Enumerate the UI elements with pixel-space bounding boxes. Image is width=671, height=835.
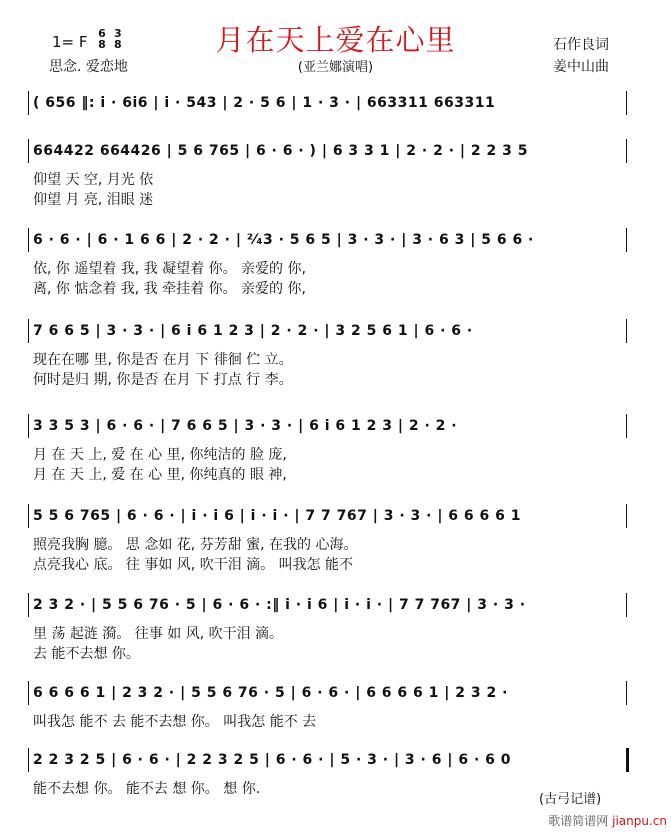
notation-row: 7 6 6 5 | 3 · 3 · | 6 i 6 1 2 3 | 2 · 2 · | 3 2 5 6 1 | 6 · 6 · xyxy=(33,323,473,339)
notation-row: 5 5 6 765 | 6 · 6 · | i · i 6 | i · i · | 7 7 767 | 3 · 3 · | 6 6 6 6 1 xyxy=(33,508,522,524)
lyric-line: 里 荡 起涟 漪。 往事 如 风, 吹干泪 滴。 xyxy=(33,626,284,642)
barline xyxy=(626,139,627,163)
notation-row: 6 · 6 · | 6 · 1 6 6 | 2 · 2 · | ²⁄₄3 · 5 6 5 | 3 · 3 · | 3 · 6 3 | 5 6 6 · xyxy=(33,232,534,248)
barline xyxy=(626,748,629,772)
lyricist-credit: 石作良词 xyxy=(553,37,609,53)
barline xyxy=(28,414,29,438)
barline xyxy=(626,504,627,528)
time-signature: 6 8 3 8 xyxy=(98,27,122,51)
lyric-line: 现在在哪 里, 你是否 在月 下 徘徊 伫 立。 xyxy=(33,352,293,368)
barline xyxy=(626,593,627,617)
lyric-line: 照亮我胸 臆。 思 念如 花, 芬芳甜 蜜, 在我的 心海。 xyxy=(33,537,358,553)
notation-row: 664422 664426 | 5 6 765 | 6 · 6 · ) | 6 3 3 1 | 2 · 2 · | 2 2 3 5 xyxy=(33,143,528,159)
barline xyxy=(28,681,29,705)
barline xyxy=(626,91,627,115)
barline xyxy=(28,593,29,617)
barline xyxy=(28,91,29,115)
lyric-line: 叫我怎 能不 去 能不去想 你。 叫我怎 能不 去 xyxy=(33,714,317,730)
barline xyxy=(626,414,627,438)
lyric-line: 月 在 天 上, 爱 在 心 里, 你纯洁的 脸 庞, xyxy=(33,447,287,463)
notation-row: ( 656 ‖: i · 6i6 | i · 543 | 2 · 5 6 | 1 · 3 · | 663311 663311 xyxy=(33,95,496,111)
mood-marking: 思念. 爱恋地 xyxy=(49,59,128,75)
site-watermark: 歌谱简谱网 jianpu.cn xyxy=(548,814,667,828)
notation-row: 2 2 3 2 5 | 6 · 6 · | 2 2 3 2 5 | 6 · 6 · | 5 · 3 · | 3 · 6 | 6 · 6 0 xyxy=(33,752,512,768)
lyric-line: 依, 你 遥望着 我, 我 凝望着 你。 亲爱的 你, xyxy=(33,261,306,277)
barline xyxy=(28,319,29,343)
lyric-line: 点亮我心 底。 往 事如 风, 吹干泪 滴。 叫我怎 能不 xyxy=(33,557,354,573)
barline xyxy=(28,504,29,528)
notation-row: 6 6 6 6 1 | 2 3 2 · | 5 5 6 76 · 5 | 6 · 6 · | 6 6 6 6 1 | 2 3 2 · xyxy=(33,685,508,701)
notation-row: 3 3 5 3 | 6 · 6 · | 7 6 6 5 | 3 · 3 · | 6 i 6 1 2 3 | 2 · 2 · xyxy=(33,418,458,434)
key-signature: 1= F xyxy=(52,33,88,51)
barline xyxy=(28,748,29,772)
notation-row: 2 3 2 · | 5 5 6 76 · 5 | 6 · 6 · :‖ i · i 6 | i · i · | 7 7 767 | 3 · 3 · xyxy=(33,597,526,613)
lyric-line: 离, 你 惦念着 我, 我 牵挂着 你。 亲爱的 你, xyxy=(33,281,306,297)
barline xyxy=(28,228,29,252)
barline xyxy=(626,228,627,252)
lyric-line: 仰望 月 亮, 泪眼 迷 xyxy=(33,192,154,208)
barline xyxy=(28,139,29,163)
barline xyxy=(626,681,627,705)
lyric-line: 月 在 天 上, 爱 在 心 里, 你纯真的 眼 神, xyxy=(33,467,287,483)
lyric-line: 去 能不去想 你。 xyxy=(33,646,140,662)
lyric-line: 能不去想 你。 能不去 想 你。 想 你. xyxy=(33,781,261,797)
transcriber-credit: (古弓记谱) xyxy=(539,792,602,807)
barline xyxy=(626,319,627,343)
lyric-line: 何时是归 期, 你是否 在月 下 打点 行 李。 xyxy=(33,372,293,388)
singer-credit: (亚兰娜演唱) xyxy=(297,60,374,75)
composer-credit: 姜中山曲 xyxy=(553,59,609,75)
lyric-line: 仰望 天 空, 月光 依 xyxy=(33,172,154,188)
song-title: 月在天上爱在心里 xyxy=(215,23,456,57)
